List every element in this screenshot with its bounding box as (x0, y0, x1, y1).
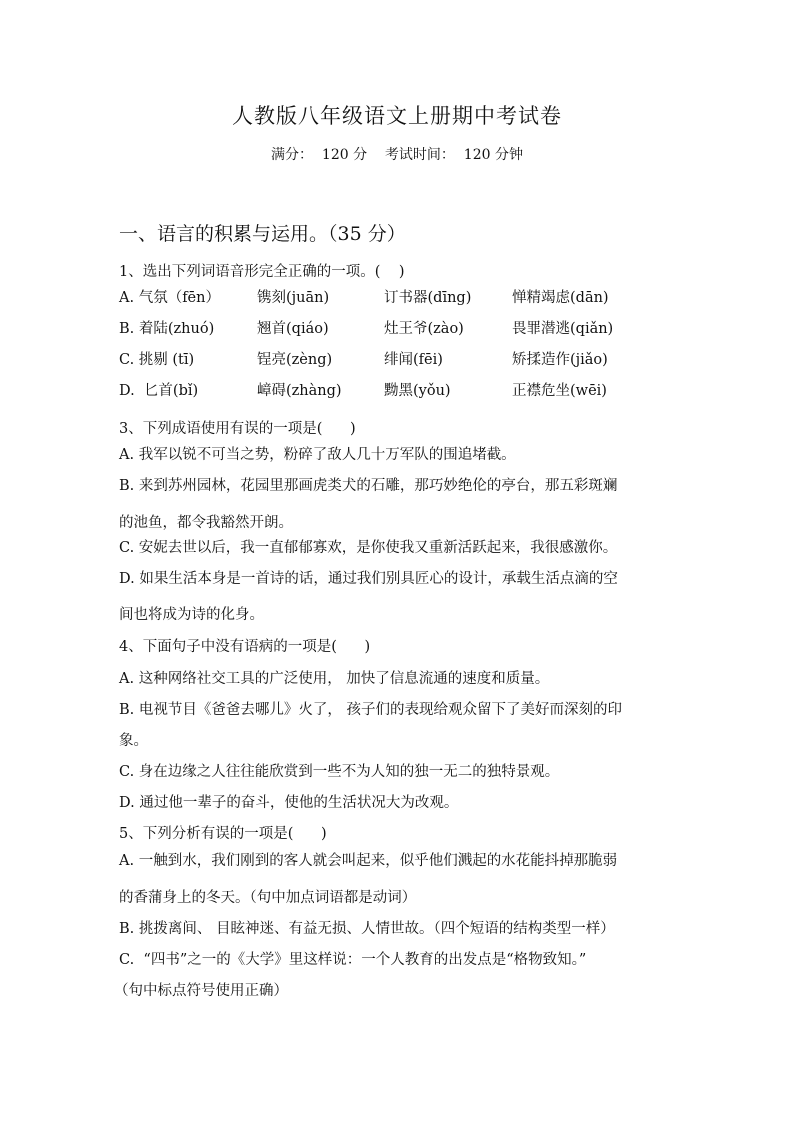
page-title: 人教版八年级语文上册期中考试卷 (232, 104, 562, 128)
option-word: 畏罪潜逃(qiǎn) (512, 321, 614, 337)
question-1-option-c (119, 350, 679, 370)
question-4-option-c: C. 身在边缘之人往往能欣赏到一些不为人知的独一无二的独特景观。 (119, 764, 560, 780)
option-word: 矫揉造作(jiǎo) (512, 352, 608, 368)
option-word: 惮精竭虑(dān) (512, 290, 609, 306)
question-4-option-a: A. 这种网络社交工具的广泛使用， 加快了信息流通的速度和质量。 (119, 671, 550, 687)
question-5-option-c: C. “四书”之一的《大学》里这样说：一个人教育的出发点是“格物致知。” (119, 952, 587, 968)
option-word: 灶王爷(zào) (384, 321, 464, 337)
question-4-option-b: B. 电视节目《爸爸去哪儿》火了， 孩子们的表现给观众留下了美好而深刻的印 (119, 702, 622, 718)
question-5-stem: 5、下列分析有误的一项是( ) (119, 826, 327, 842)
option-word: 锃亮(zèng) (257, 352, 333, 368)
question-3-stem: 3、下列成语使用有误的一项是( ) (119, 421, 356, 437)
option-word: A. 气氛（fēn） (119, 290, 220, 306)
option-word: 镌刻(juān) (257, 290, 330, 306)
question-5-option-b: B. 挑拨离间、 目眩神迷、有益无损、人情世故。（四个短语的结构类型一样） (119, 921, 615, 937)
question-5-option-a: A. 一触到水，我们刚到的客人就会叫起来，似乎他们溅起的水花能抖掉那脆弱 (119, 853, 618, 869)
option-word: 黝黑(yǒu) (384, 383, 451, 399)
question-4-option-d: D. 通过他一辈子的奋斗，使他的生活状况大为改观。 (119, 795, 459, 811)
question-3-option-b: B. 来到苏州园林，花园里那画虎类犬的石雕，那巧妙绝伦的亭台，那五彩斑斓 (119, 478, 618, 494)
option-word: 翘首(qiáo) (257, 321, 329, 337)
option-word: 嶂碍(zhàng) (257, 383, 342, 399)
question-3-option-c: C. 安妮去世以后，我一直郁郁寡欢，是你使我又重新活跃起来，我很感激你。 (119, 540, 618, 556)
option-word: 正襟危坐(wēi) (512, 383, 607, 399)
question-5-option-c-cont: （句中标点符号使用正确） (114, 983, 288, 999)
option-word: B. 着陆(zhuó) (119, 321, 215, 337)
question-5-option-a-cont: 的香蒲身上的冬天。（句中加点词语都是动词） (119, 890, 417, 906)
question-3-option-d-cont: 间也将成为诗的化身。 (119, 607, 264, 623)
section-heading: 一、语言的积累与运用。（35 分） (119, 223, 406, 245)
question-4-stem: 4、下面句子中没有语病的一项是( ) (119, 639, 371, 655)
option-word: 绯闻(fēi) (384, 352, 443, 368)
question-1-option-b (119, 319, 679, 339)
question-4-option-b-cont: 象。 (119, 733, 148, 749)
question-3-option-a: A. 我军以锐不可当之势，粉碎了敌人几十万军队的围追堵截。 (119, 447, 516, 463)
question-1-stem: 1、选出下列词语音形完全正确的一项。( ) (119, 264, 405, 280)
exam-info: 满分： 120 分 考试时间： 120 分钟 (271, 147, 523, 163)
question-1-option-d (119, 381, 679, 401)
question-3-option-d: D. 如果生活本身是一首诗的话，通过我们别具匠心的设计，承载生活点滴的空 (119, 571, 618, 587)
option-word: 订书器(dīng) (384, 290, 472, 306)
option-word: C. 挑剔 (tī) (119, 352, 195, 368)
question-1-option-a (119, 288, 679, 308)
question-3-option-b-cont: 的池鱼，都令我豁然开朗。 (119, 515, 293, 531)
option-word: D. 匕首(bǐ) (119, 383, 199, 399)
